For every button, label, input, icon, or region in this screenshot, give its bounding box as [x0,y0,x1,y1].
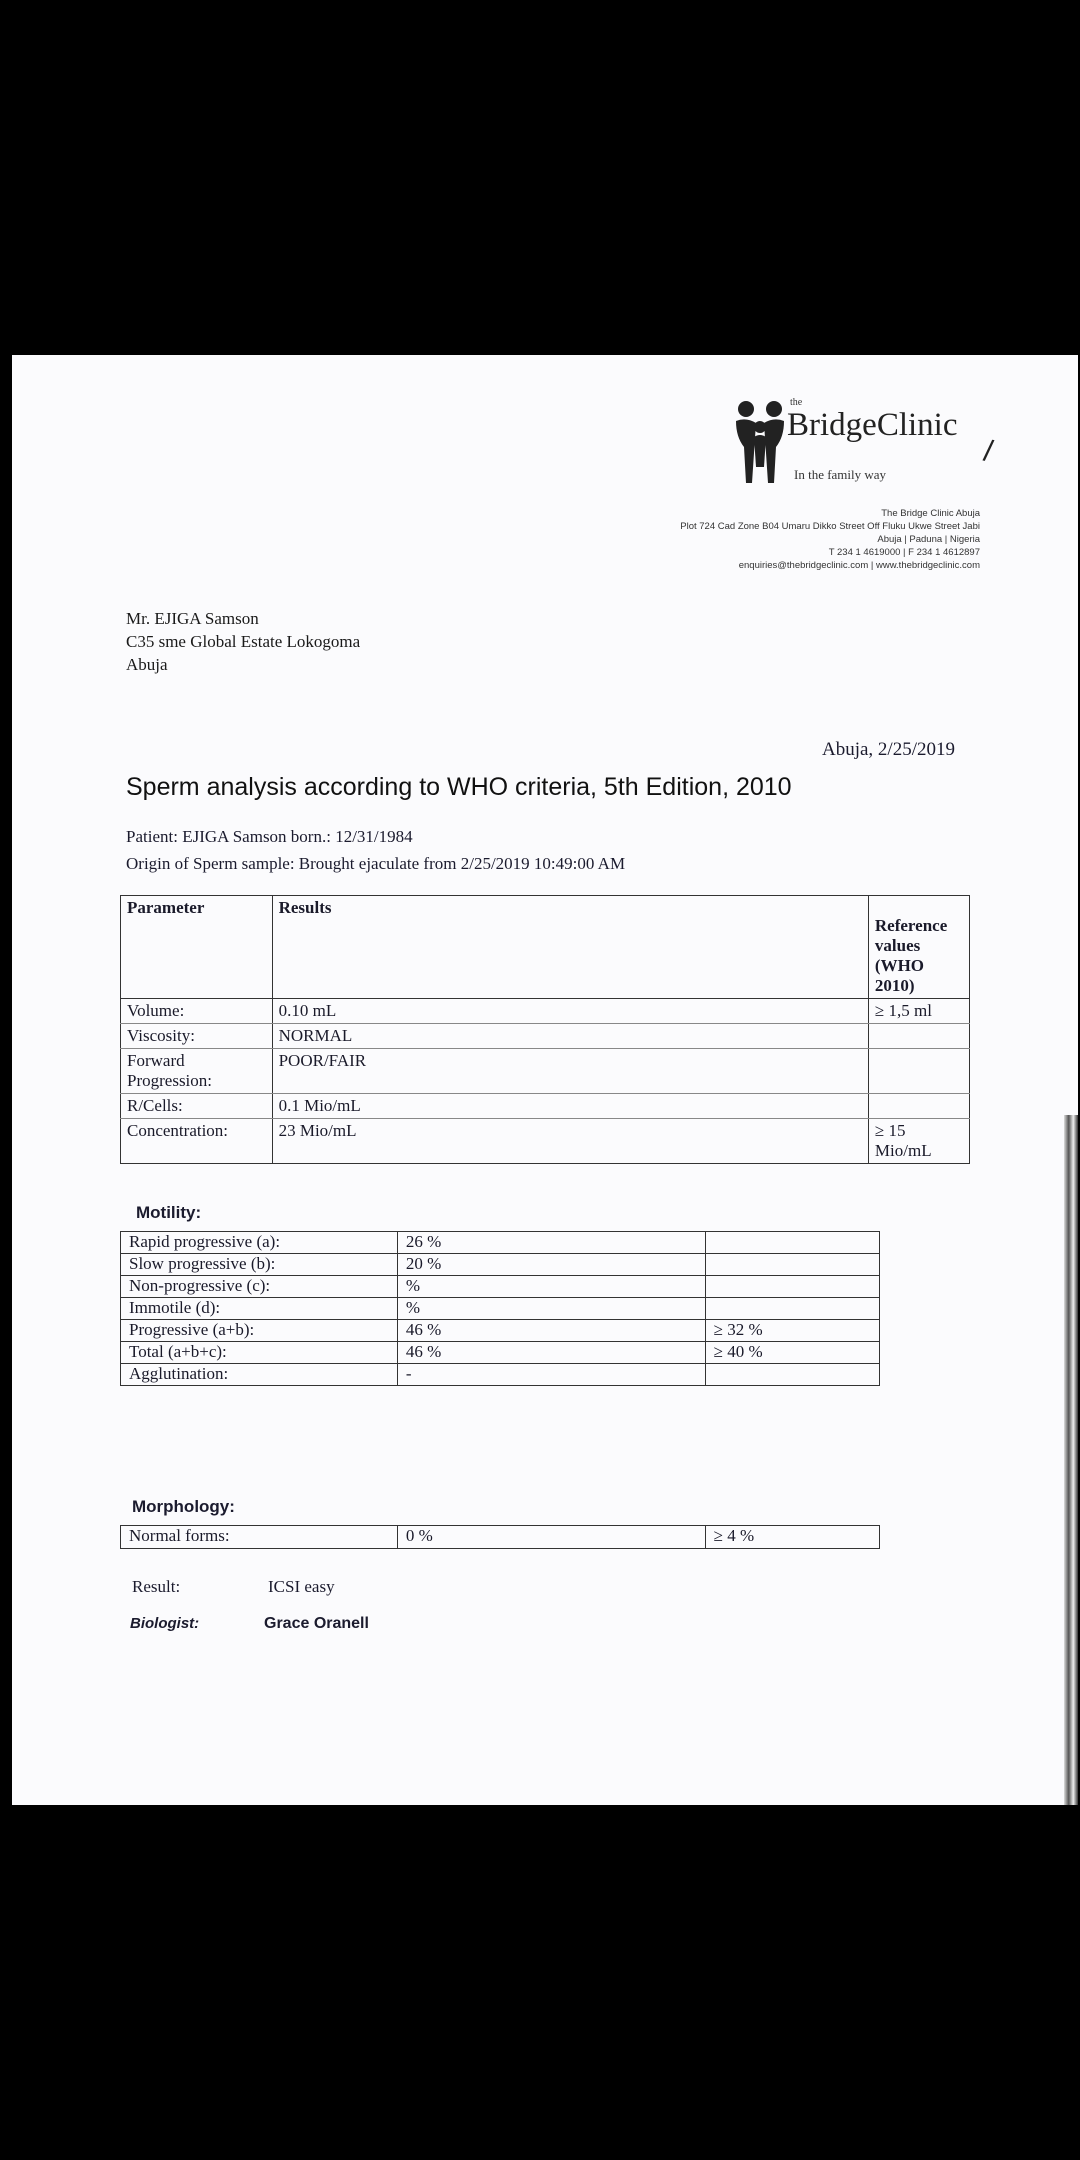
row-result: 20 % [397,1254,705,1276]
row-result: 23 Mio/mL [272,1119,868,1164]
row-ref: ≥ 32 % [705,1320,879,1342]
row-ref [868,1094,969,1119]
row-param: Concentration: [121,1119,273,1164]
table-row [121,1254,880,1276]
recipient-city: Abuja [126,655,168,674]
patient-info [126,823,625,877]
row-param: Immotile (d): [121,1298,398,1320]
row-ref: ≥ 15 Mio/mL [868,1119,969,1164]
table-row [121,1119,970,1164]
header-results: Results [272,896,868,999]
report-page [12,355,1078,1805]
table-row [121,1342,880,1364]
table-row [121,1320,880,1342]
row-param: Non-progressive (c): [121,1276,398,1298]
row-param: Slow progressive (b): [121,1254,398,1276]
biologist-name: Grace Oranell [264,1615,369,1632]
table-header-row [121,896,970,999]
row-result: 0.10 mL [272,999,868,1024]
result-label: Result: [132,1577,181,1596]
row-param: Volume: [121,999,273,1024]
row-result: 26 % [397,1232,705,1254]
header-parameter: Parameter [121,896,273,999]
table-row [121,1298,880,1320]
row-ref [705,1232,879,1254]
recipient-block [126,607,360,676]
row-param: R/Cells: [121,1094,273,1119]
result-value: ICSI easy [268,1577,335,1596]
row-param: Normal forms: [121,1526,398,1549]
patient-line: Patient: EJIGA Samson born.: 12/31/1984 [126,827,413,846]
family-logo-icon [730,397,790,485]
row-param: Agglutination: [121,1364,398,1386]
table-row [121,1232,880,1254]
row-ref: ≥ 1,5 ml [868,999,969,1024]
row-ref [868,1024,969,1049]
row-result: 46 % [397,1342,705,1364]
row-result: 0 % [397,1526,705,1549]
address-line: enquiries@thebridgeclinic.com | www.thebridgeclinic.com [738,560,980,571]
row-ref: ≥ 40 % [705,1342,879,1364]
row-param: Progressive (a+b): [121,1320,398,1342]
row-param: Rapid progressive (a): [121,1232,398,1254]
row-result: % [397,1276,705,1298]
row-ref [868,1049,969,1094]
biologist-label: Biologist: [130,1615,200,1632]
row-ref [705,1298,879,1320]
row-result: 0.1 Mio/mL [272,1094,868,1119]
row-result: - [397,1364,705,1386]
clinic-address [680,507,980,572]
table-row [121,1024,970,1049]
row-param: Forward Progression: [121,1049,273,1094]
table-row [121,999,970,1024]
table-row [121,1276,880,1298]
clinic-name: BridgeClinic [787,407,958,443]
row-result: % [397,1298,705,1320]
row-ref: ≥ 4 % [705,1526,879,1549]
clinic-tagline: In the family way [794,467,887,482]
row-ref [705,1254,879,1276]
row-param: Total (a+b+c): [121,1342,398,1364]
row-param: Viscosity: [121,1024,273,1049]
table-row [121,1364,880,1386]
row-result: POOR/FAIR [272,1049,868,1094]
address-line: T 234 1 4619000 | F 234 1 4612897 [828,547,980,558]
pen-mark: / [981,434,996,469]
row-result: NORMAL [272,1024,868,1049]
row-ref [705,1276,879,1298]
origin-line: Origin of Sperm sample: Brought ejaculate from 2/25/2019 10:49:00 AM [126,854,626,873]
row-ref [705,1364,879,1386]
address-line: Plot 724 Cad Zone B04 Umaru Dikko Street Off Fluku Ukwe Street Jabi [680,521,980,532]
table-row [121,1526,880,1549]
table-row [121,1049,970,1094]
report-title: Sperm analysis according to WHO criteria, 5th Edition, 2010 [126,773,792,801]
morphology-label: Morphology: [132,1497,235,1516]
header-reference: Reference values (WHO 2010) [868,896,969,999]
morphology-table [120,1525,880,1549]
motility-label: Motility: [136,1203,202,1222]
table-row [121,1094,970,1119]
motility-table [120,1231,880,1386]
paper-edge-shadow [1064,1115,1078,1805]
row-result: 46 % [397,1320,705,1342]
recipient-street: C35 sme Global Estate Lokogoma [126,632,361,651]
address-line: The Bridge Clinic Abuja [881,508,980,519]
address-line: Abuja | Paduna | Nigeria [877,534,980,545]
recipient-name: Mr. EJIGA Samson [126,609,259,628]
parameters-table [120,895,970,1164]
report-date: Abuja, 2/25/2019 [822,739,955,760]
clinic-logo-the: the [790,397,803,408]
